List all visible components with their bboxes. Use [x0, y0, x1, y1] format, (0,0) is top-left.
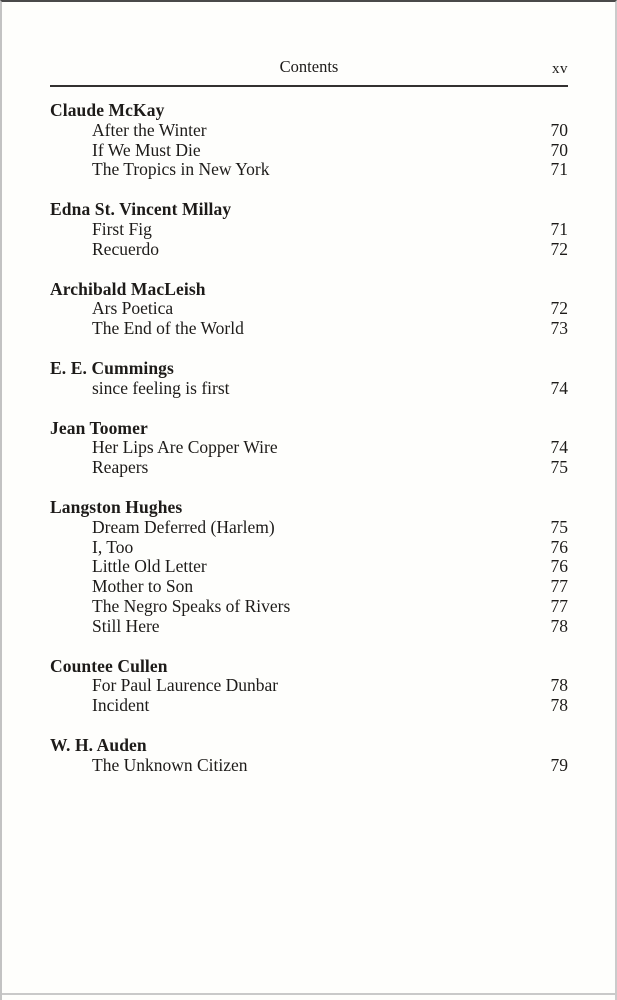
entry-page-number: 73 — [550, 318, 568, 339]
entry-page-number: 78 — [550, 675, 568, 696]
table-of-contents — [50, 101, 568, 776]
folio-page-number: xv — [552, 61, 568, 77]
entry-page-number: 79 — [550, 754, 568, 775]
entry-page-number: 71 — [550, 218, 568, 239]
toc-entry — [50, 379, 568, 399]
author-heading: Archibald MacLeish — [50, 278, 206, 299]
author-heading: Edna St. Vincent Millay — [50, 199, 232, 220]
entry-page-number: 77 — [550, 576, 568, 597]
author-heading: E. E. Cummings — [50, 357, 174, 378]
toc-entry — [50, 518, 568, 538]
toc-entry — [50, 220, 568, 240]
toc-section — [50, 359, 568, 399]
entry-title: I, Too — [92, 536, 134, 557]
toc-section — [50, 101, 568, 180]
author-heading: Jean Toomer — [50, 417, 148, 438]
author-heading: W. H. Auden — [50, 734, 147, 755]
entry-title: First Fig — [92, 218, 152, 239]
toc-section — [50, 498, 568, 637]
toc-section — [50, 419, 568, 478]
toc-entry — [50, 319, 568, 339]
page-bottom-edge — [2, 993, 615, 995]
entry-page-number: 75 — [550, 457, 568, 478]
entry-page-number: 72 — [550, 238, 568, 259]
toc-entry — [50, 676, 568, 696]
toc-entry — [50, 240, 568, 260]
entry-title: Incident — [92, 695, 150, 716]
entry-page-number: 76 — [550, 536, 568, 557]
toc-entry — [50, 756, 568, 776]
entry-title: Mother to Son — [92, 576, 194, 597]
entry-title: After the Winter — [92, 119, 207, 140]
entry-title: Ars Poetica — [92, 298, 174, 319]
entry-title: The Unknown Citizen — [92, 754, 248, 775]
entry-title: The Tropics in New York — [92, 159, 270, 180]
entry-title: Little Old Letter — [92, 556, 207, 577]
toc-entry — [50, 557, 568, 577]
toc-section — [50, 657, 568, 716]
entry-page-number: 70 — [550, 119, 568, 140]
entry-page-number: 70 — [550, 139, 568, 160]
entry-title: If We Must Die — [92, 139, 201, 160]
author-heading: Langston Hughes — [50, 496, 183, 517]
entry-page-number: 72 — [550, 298, 568, 319]
toc-entry — [50, 597, 568, 617]
toc-entry — [50, 458, 568, 478]
entry-title: The End of the World — [92, 318, 244, 339]
entry-title: Dream Deferred (Harlem) — [92, 516, 275, 537]
entry-title: since feeling is first — [92, 377, 230, 398]
entry-page-number: 71 — [550, 159, 568, 180]
page-header — [50, 58, 568, 78]
toc-section — [50, 200, 568, 259]
toc-entry — [50, 696, 568, 716]
toc-entry — [50, 160, 568, 180]
entry-page-number: 74 — [550, 377, 568, 398]
page-title: Contents — [279, 57, 339, 76]
header-rule — [50, 85, 568, 87]
entry-page-number: 78 — [550, 695, 568, 716]
entry-title: Her Lips Are Copper Wire — [92, 437, 278, 458]
entry-page-number: 75 — [550, 516, 568, 537]
entry-title: Still Here — [92, 615, 160, 636]
entry-page-number: 76 — [550, 556, 568, 577]
author-heading: Countee Cullen — [50, 655, 168, 676]
toc-entry — [50, 299, 568, 319]
toc-entry — [50, 121, 568, 141]
toc-section — [50, 280, 568, 339]
toc-entry — [50, 538, 568, 558]
toc-entry — [50, 577, 568, 597]
toc-entry — [50, 141, 568, 161]
entry-page-number: 74 — [550, 437, 568, 458]
toc-entry — [50, 617, 568, 637]
entry-page-number: 77 — [550, 595, 568, 616]
toc-entry — [50, 438, 568, 458]
author-heading: Claude McKay — [50, 100, 165, 120]
entry-title: Recuerdo — [92, 238, 160, 259]
toc-section — [50, 736, 568, 776]
entry-page-number: 78 — [550, 615, 568, 636]
entry-title: For Paul Laurence Dunbar — [92, 675, 279, 696]
entry-title: Reapers — [92, 457, 149, 478]
entry-title: The Negro Speaks of Rivers — [92, 595, 291, 616]
